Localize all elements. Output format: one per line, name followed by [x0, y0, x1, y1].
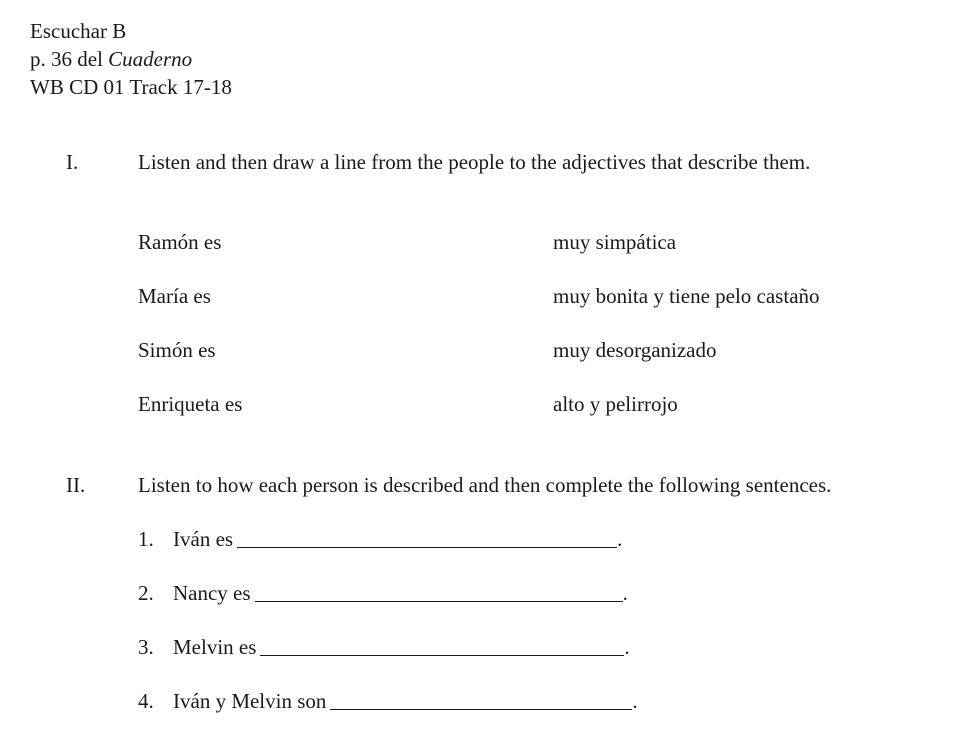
adjective-item: muy bonita y tiene pelo castaño — [553, 284, 820, 308]
person-item: María es — [138, 284, 211, 308]
adjectives-column — [553, 228, 820, 444]
sentence-period: . — [632, 689, 638, 713]
sentence-list — [138, 525, 638, 741]
sentence-period: . — [624, 635, 630, 659]
section-2-number: II. — [66, 473, 86, 497]
section-1-instruction: Listen and then draw a line from the people to the adjectives that describe them. — [138, 150, 811, 174]
sentence-number: 1. — [138, 527, 154, 551]
sentence-text: Nancy es — [173, 581, 251, 605]
answer-blank[interactable] — [330, 689, 632, 710]
adjective-item: muy desorganizado — [553, 338, 717, 362]
worksheet-header — [30, 17, 232, 101]
adjective-item: alto y pelirrojo — [553, 392, 678, 416]
answer-blank[interactable] — [260, 635, 624, 656]
header-workbook-name: Cuaderno — [108, 47, 193, 71]
sentence-item — [138, 633, 638, 687]
answer-blank[interactable] — [237, 527, 617, 548]
section-1-number: I. — [66, 150, 79, 174]
sentence-number: 4. — [138, 689, 154, 713]
sentence-item — [138, 579, 638, 633]
sentence-item — [138, 687, 638, 741]
sentence-text: Melvin es — [173, 635, 257, 659]
people-column — [138, 228, 242, 444]
sentence-text: Iván es — [173, 527, 234, 551]
header-page-prefix: p. 36 del — [30, 47, 109, 71]
adjective-item: muy simpática — [553, 230, 677, 254]
answer-blank[interactable] — [255, 581, 623, 602]
person-item: Ramón es — [138, 230, 222, 254]
sentence-item — [138, 525, 638, 579]
sentence-period: . — [617, 527, 623, 551]
header-track: WB CD 01 Track 17-18 — [30, 75, 232, 99]
section-2-instruction: Listen to how each person is described and then complete the following sentences. — [138, 473, 832, 497]
sentence-period: . — [622, 581, 628, 605]
header-title: Escuchar B — [30, 19, 127, 43]
sentence-text: Iván y Melvin son — [173, 689, 327, 713]
sentence-number: 3. — [138, 635, 154, 659]
person-item: Enriqueta es — [138, 392, 243, 416]
header-page-reference — [30, 45, 232, 73]
person-item: Simón es — [138, 338, 216, 362]
sentence-number: 2. — [138, 581, 154, 605]
